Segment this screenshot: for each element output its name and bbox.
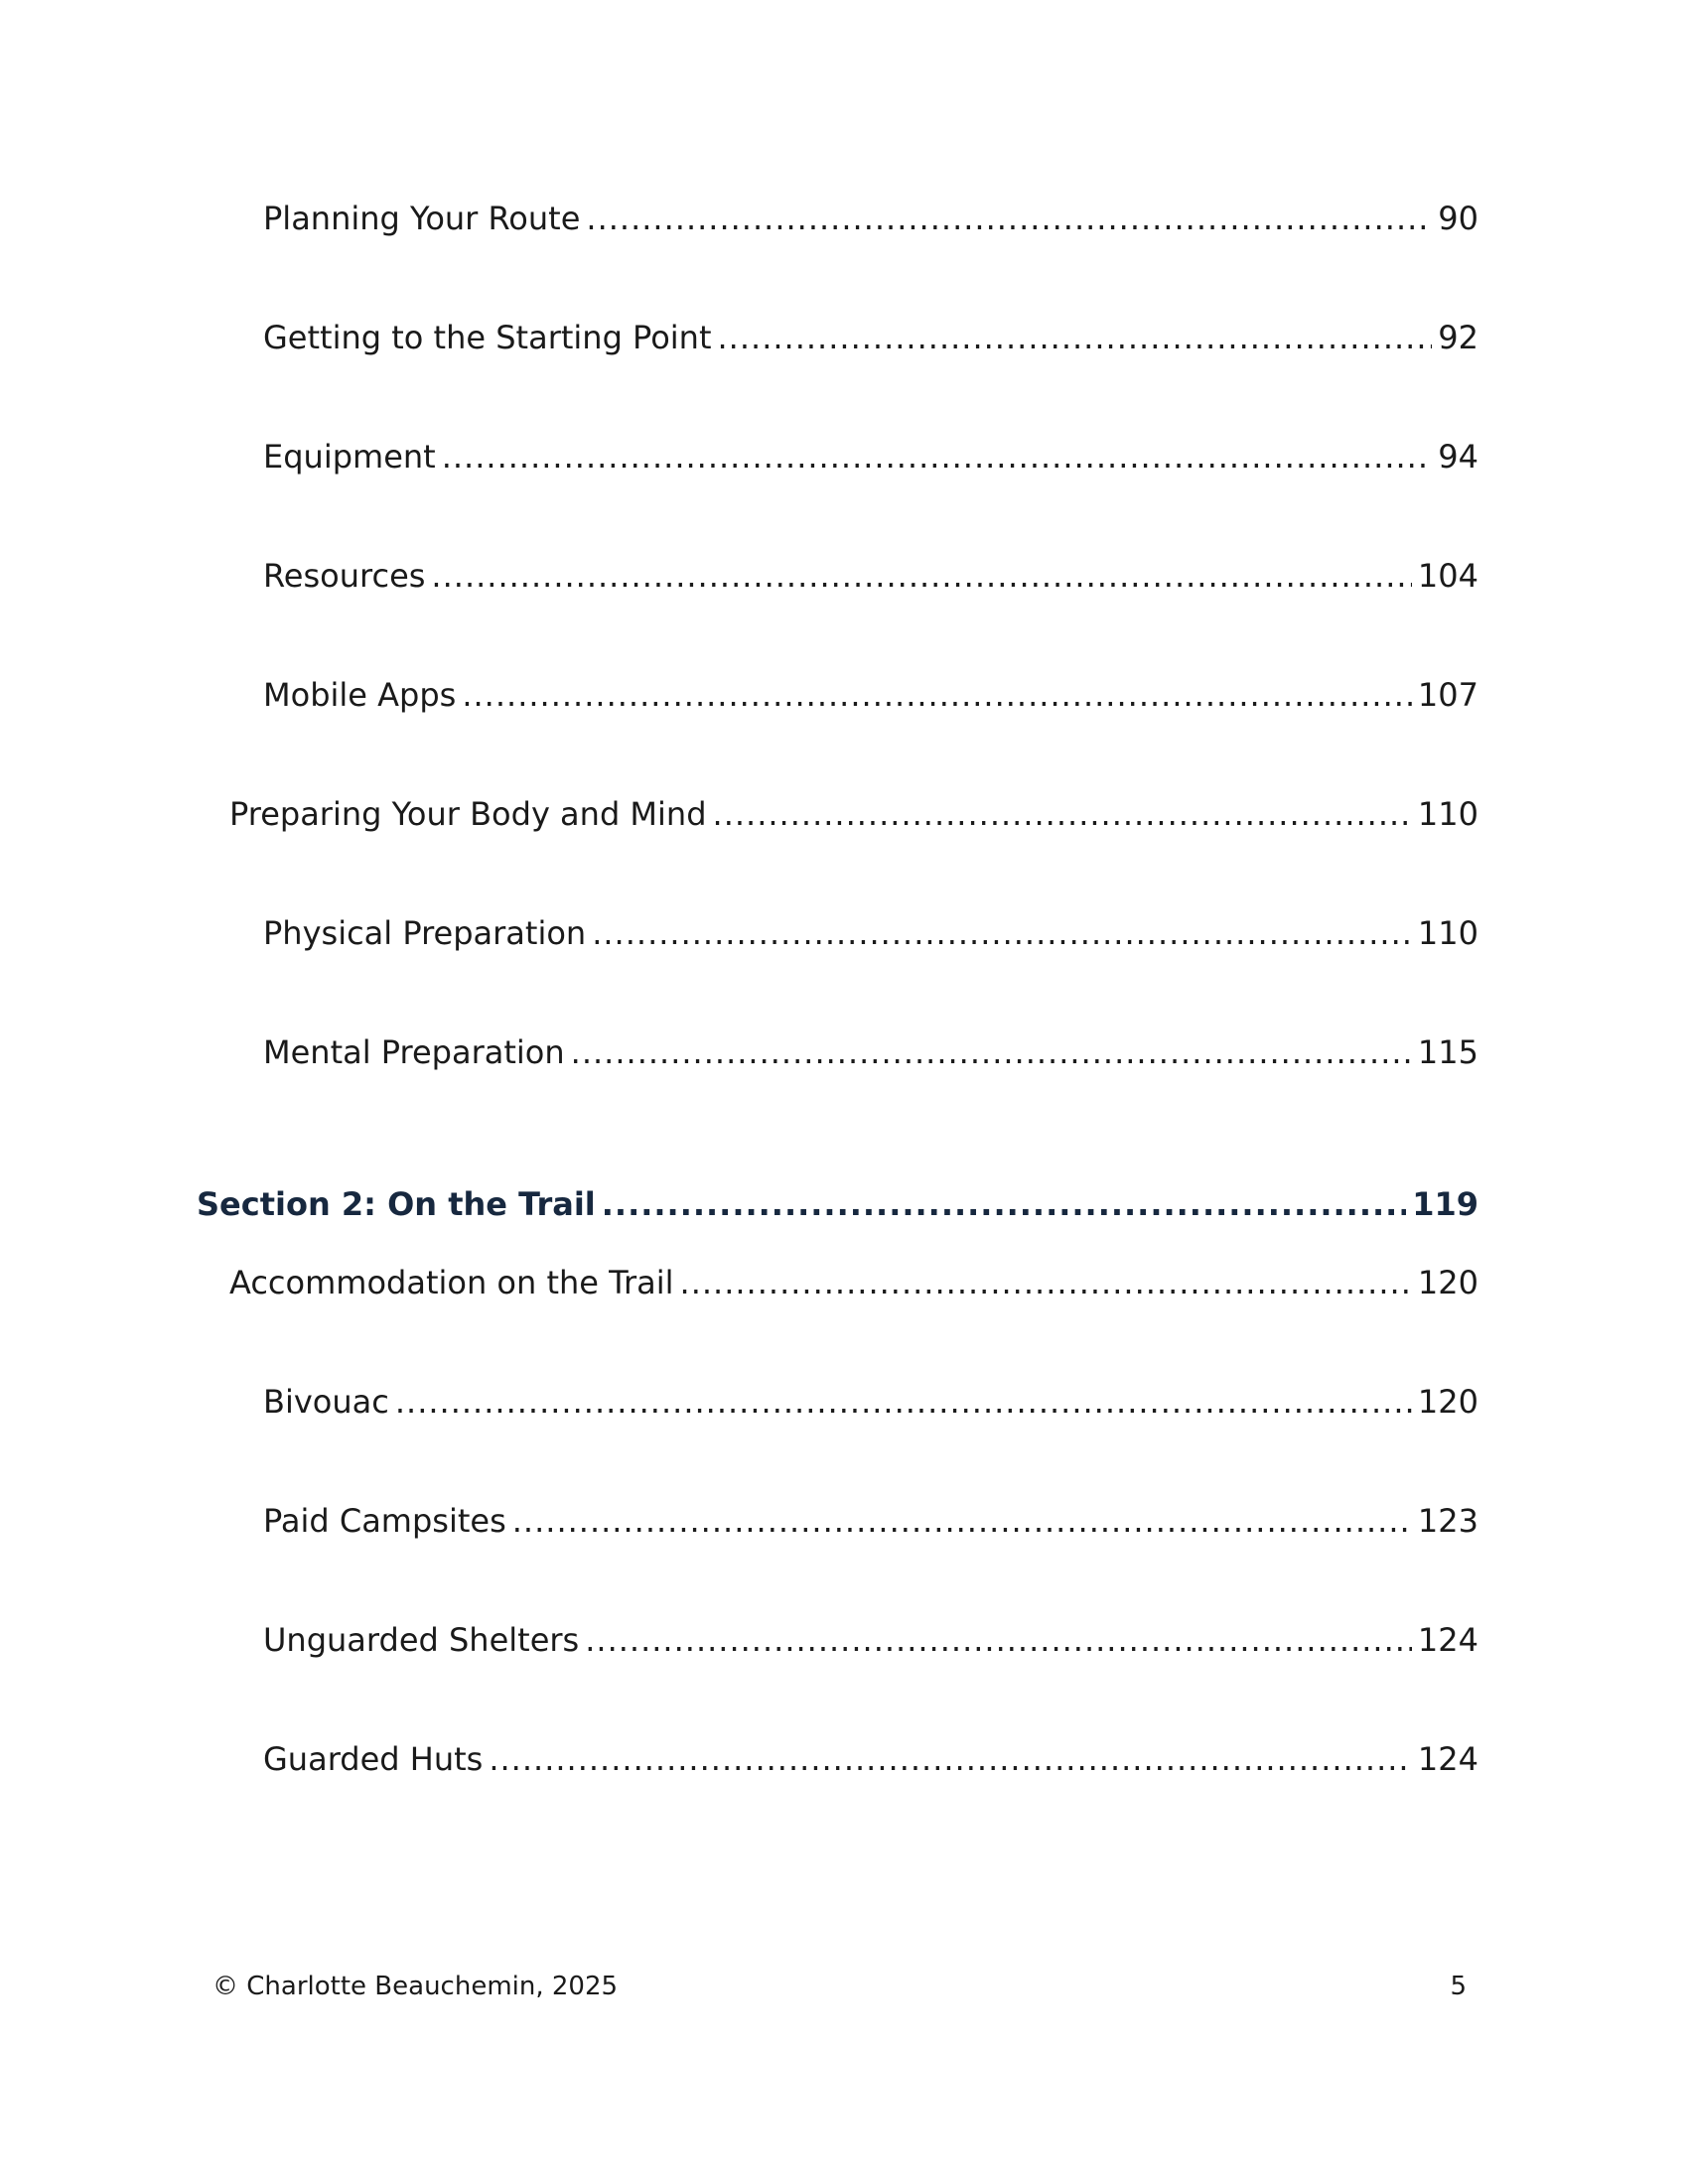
toc-leader-dots: [602, 1184, 1406, 1224]
toc-entry-title: Equipment: [263, 438, 436, 476]
toc-entry-page: 124: [1417, 1621, 1478, 1659]
toc-entry-resources[interactable]: [263, 556, 1478, 596]
toc-leader-dots: [680, 1263, 1412, 1302]
toc-entry-page: 115: [1417, 1033, 1478, 1071]
toc-entry-title: Planning Your Route: [263, 200, 581, 237]
toc-entry-title: Mental Preparation: [263, 1033, 565, 1071]
toc-entry-title: Mobile Apps: [263, 676, 457, 714]
toc-entry-title: Unguarded Shelters: [263, 1621, 580, 1659]
toc-leader-dots: [489, 1739, 1412, 1779]
toc-entry-page: 94: [1438, 438, 1478, 476]
toc-entry-bivouac[interactable]: [263, 1382, 1478, 1422]
toc-entry-title: Accommodation on the Trail: [229, 1264, 674, 1301]
toc-entry-page: 104: [1417, 557, 1478, 595]
toc-entry-mobile-apps[interactable]: [263, 675, 1478, 715]
toc-entry-getting-to-starting-point[interactable]: [263, 318, 1478, 357]
toc-entry-paid-campsites[interactable]: [263, 1501, 1478, 1541]
toc-leader-dots: [442, 437, 1433, 477]
toc-entry-page: 120: [1417, 1383, 1478, 1421]
toc-entry-title: Paid Campsites: [263, 1502, 506, 1540]
toc-entry-title: Guarded Huts: [263, 1740, 484, 1778]
toc-entry-title: Bivouac: [263, 1383, 389, 1421]
toc-entry-equipment[interactable]: [263, 437, 1478, 477]
toc-section-heading-on-the-trail[interactable]: [197, 1184, 1478, 1224]
toc-leader-dots: [571, 1032, 1412, 1072]
toc-entry-title: Preparing Your Body and Mind: [229, 795, 707, 833]
toc-entry-title: Resources: [263, 557, 426, 595]
toc-entry-guarded-huts[interactable]: [263, 1739, 1478, 1779]
toc-entry-accommodation-on-the-trail[interactable]: [229, 1263, 1478, 1302]
toc-entry-page: 124: [1417, 1740, 1478, 1778]
toc-section-page: 119: [1412, 1185, 1478, 1223]
toc-entry-title: Getting to the Starting Point: [263, 319, 712, 356]
toc-entry-page: 92: [1438, 319, 1478, 356]
toc-entry-planning-your-route[interactable]: [263, 199, 1478, 238]
toc-entry-page: 123: [1417, 1502, 1478, 1540]
toc-leader-dots: [462, 675, 1412, 715]
toc-entry-unguarded-shelters[interactable]: [263, 1620, 1478, 1660]
toc-entry-page: 110: [1417, 795, 1478, 833]
toc-entry-page: 107: [1417, 676, 1478, 714]
toc-leader-dots: [585, 1620, 1412, 1660]
toc-leader-dots: [512, 1501, 1412, 1541]
toc-entry-page: 110: [1417, 914, 1478, 952]
toc-leader-dots: [718, 318, 1433, 357]
toc-entry-title: Physical Preparation: [263, 914, 587, 952]
toc-leader-dots: [586, 199, 1432, 238]
toc-entry-page: 90: [1438, 200, 1478, 237]
footer-copyright: © Charlotte Beauchemin, 2025: [212, 1972, 619, 2001]
toc-entry-mental-preparation[interactable]: [263, 1032, 1478, 1072]
toc-entry-physical-preparation[interactable]: [263, 913, 1478, 953]
toc-leader-dots: [592, 913, 1412, 953]
footer-page-number: 5: [1450, 1972, 1467, 2001]
toc-leader-dots: [431, 556, 1412, 596]
toc-leader-dots: [713, 794, 1412, 834]
toc-entry-page: 120: [1417, 1264, 1478, 1301]
toc-entry-preparing-body-and-mind[interactable]: [229, 794, 1478, 834]
toc-leader-dots: [395, 1382, 1412, 1422]
toc-section-title: Section 2: On the Trail: [197, 1185, 596, 1223]
